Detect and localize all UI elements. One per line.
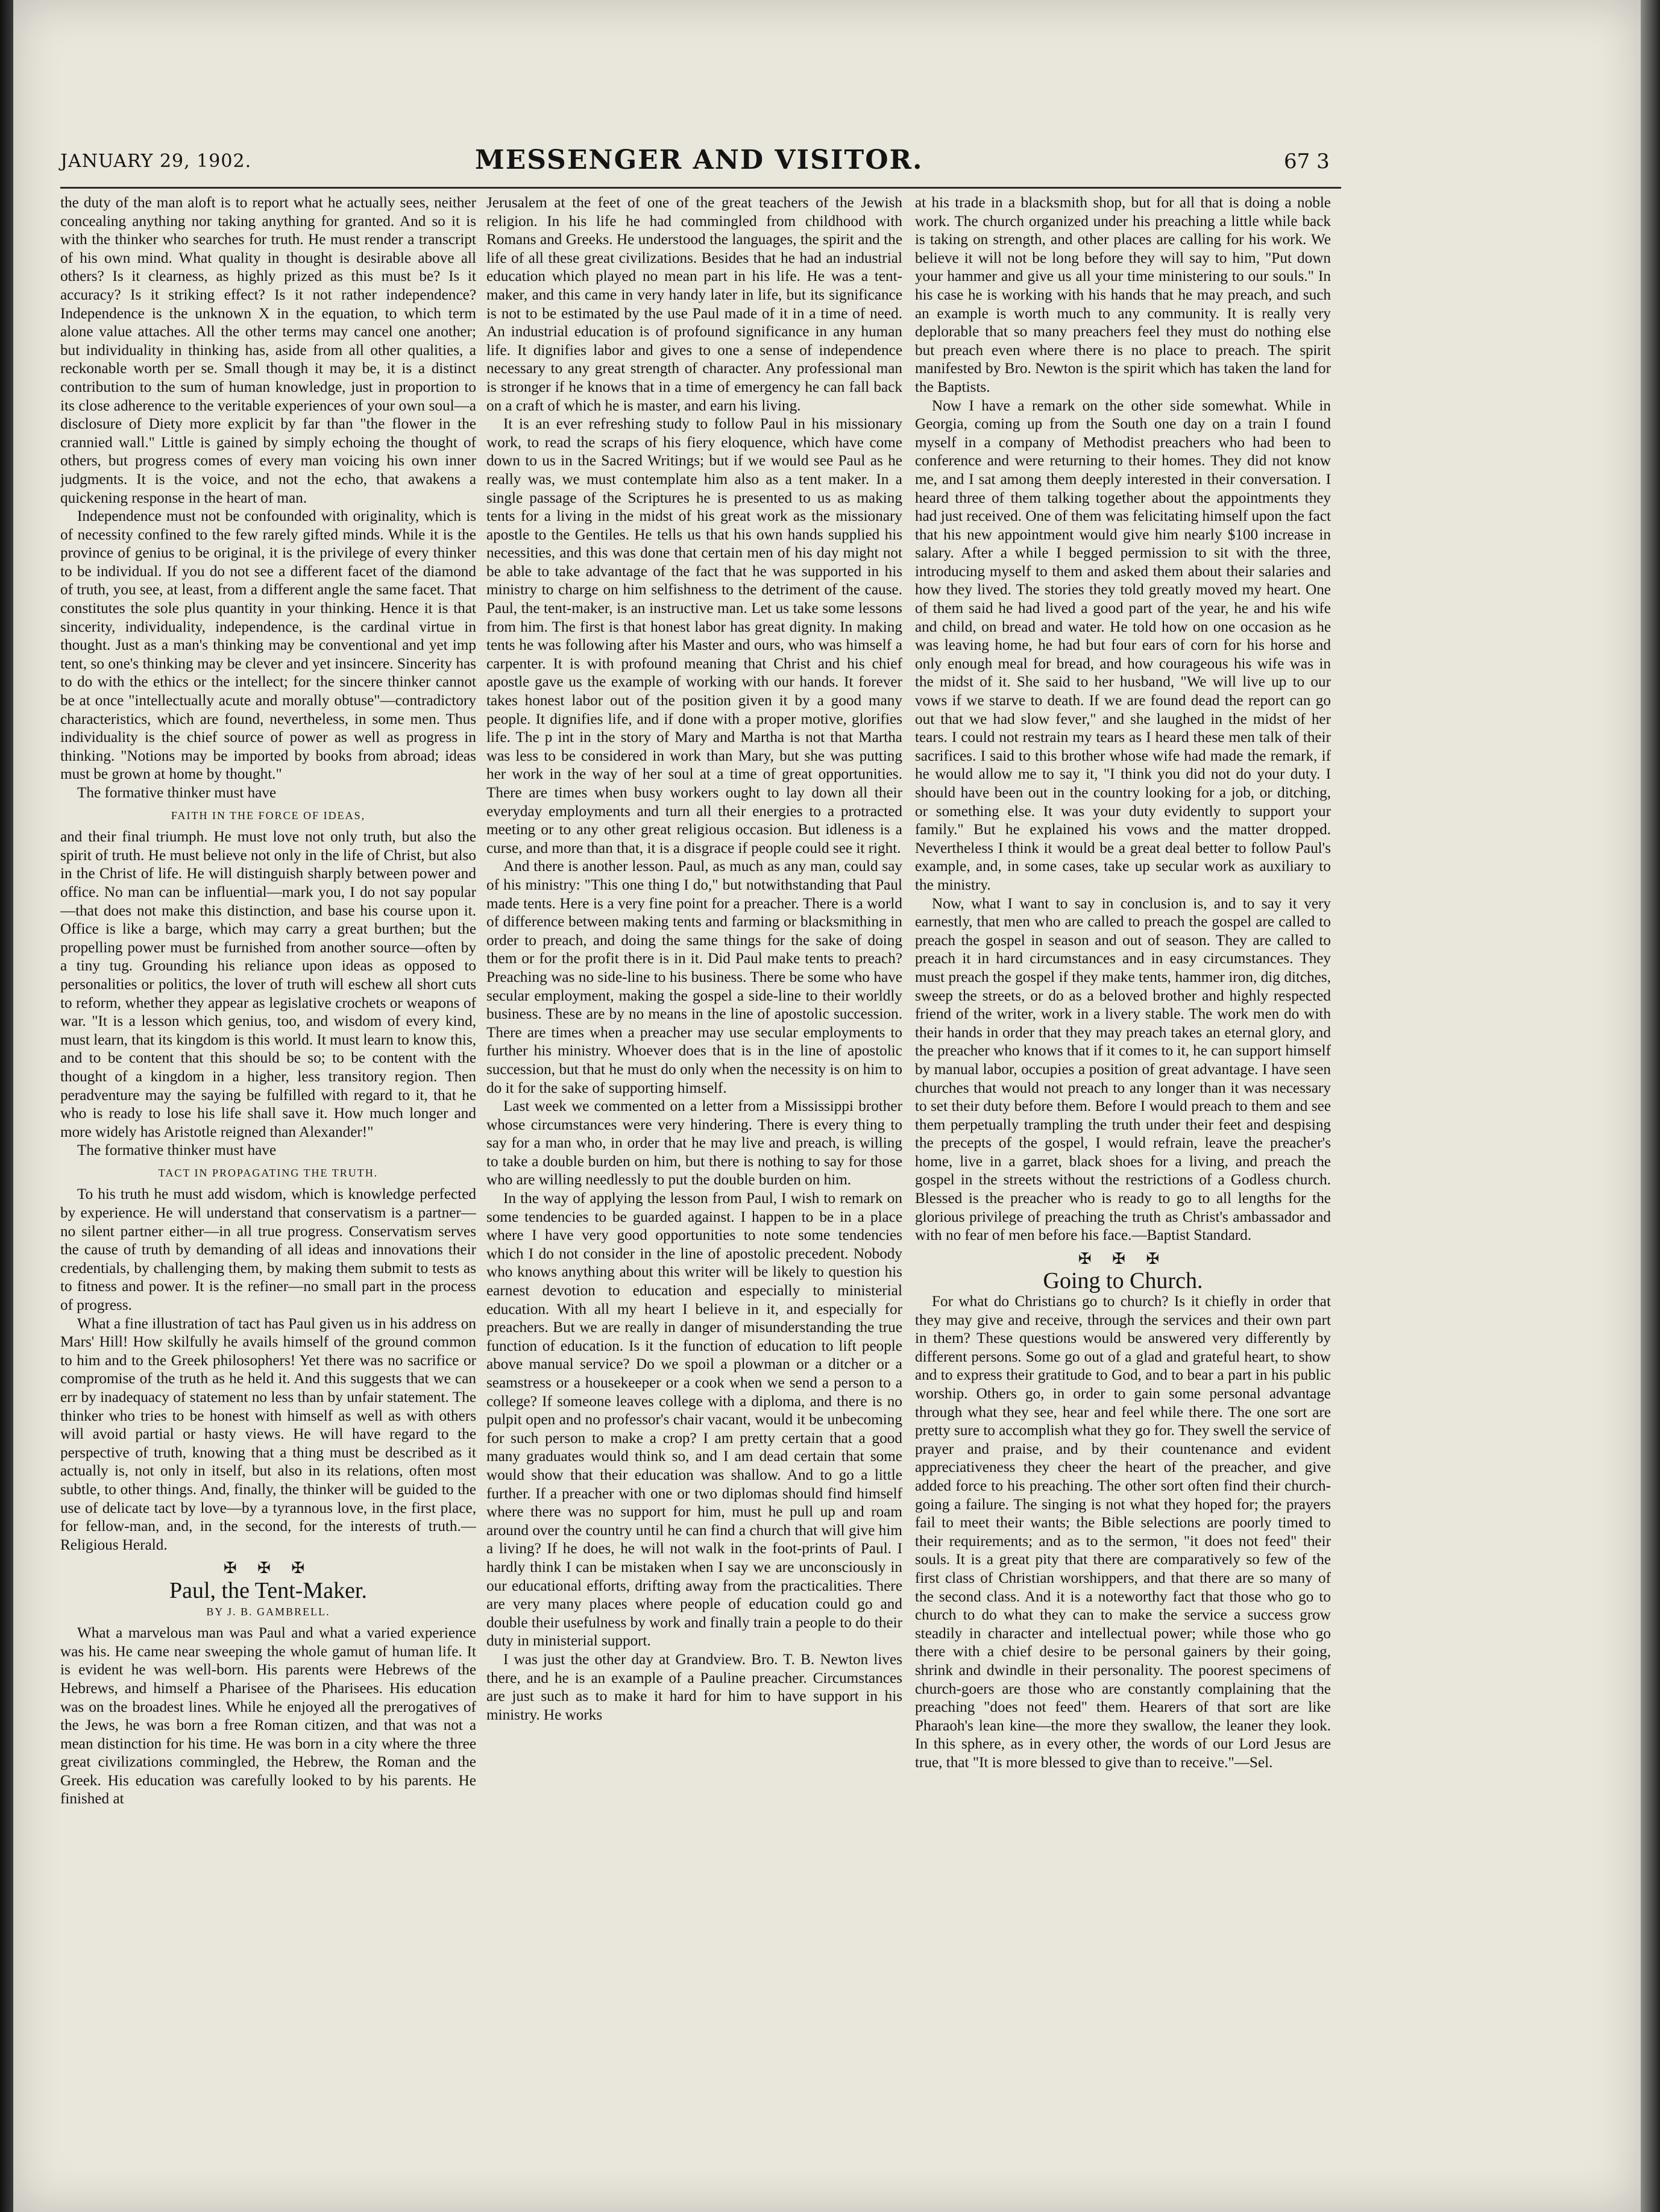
paragraph: The formative thinker must have [77, 785, 277, 801]
paragraph: For what do Christians go to church? Is it chiefly in order that they may give and receive, through the services and their own part in them? These questions would be answered very differently by different persons. Some go out of a glad and grateful heart, to show and to express their gratitude to God, and to bear a part in his public worship. Others go, in order to gain some personal advantage through what they see, hear and feel while there. The one sort are pretty sure to accomplish what they go for. They swell the service of prayer and praise, and by their countenance and evident appreciativeness they cheer the heart of the preacher, and give added force to his preaching. The other sort often find their church-going a failure. The singing is not what they hoped for; the prayers fail to meet their wants; the Bible selections are poorly timed to their requirements; and as to the sermon, "it does not feed" their souls. It is a great pity that there are comparatively so few of the first class of Christian worshippers, and that there are so many of the second class. And it is a noteworthy fact that those who go to church to do what they can to make the service a success grow steadily in character and intellectual power; while those who go there with a chief desire to be personal gainers by their going, shrink and dwindle in their personality. The poorest specimens of church-goers are those who are constantly complaining that the preaching "does not feed" them. Hearers of that sort are like Pharaoh's lean kine—the more they swallow, the leaner they look. In this sphere, as in every other, the words of our Lord Jesus are true, that "It is more blessed to give than to receive."—Sel. [915, 1293, 1331, 1771]
section-subhead: FAITH IN THE FORCE OF IDEAS, [171, 809, 366, 822]
ornament-divider: ✠ ✠ ✠ [223, 1559, 313, 1577]
column-1 [60, 194, 476, 1870]
paragraph: Independence must not be confounded with originality, which is of necessity confined to the few rarely gifted minds. While it is the province of genius to be original, it is the privilege of every thinker to be individual. If you do not see a different facet of the diamond of truth, you see, at least, from a different angle the same facet. That constitutes the sole plus quantity in your thinking. Hence it is that sincerity, individuality, independence, is the cardinal virtue in thought. Just as a man's thinking may be conventional and yet imp tent, so one's thinking may be clever and yet insincere. Sincerity has to do with the ethics or the intellect; for the sincere thinker cannot be at once "intellectually acute and morally obtuse"—contradictory characteristics, which are found, nevertheless, in some men. Thus individuality is the chief source of power as well as progress in thinking. "Notions may be imported by books from abroad; ideas must be grown at home by thought." [60, 508, 476, 783]
paragraph: and their final triumph. He must love not only truth, but also the spirit of truth. He must believe not only in the life of Christ, but also in the Christ of life. He will distinguish sharply between power and office. No man can be influential—mark you, I do not say popular—that does not make this distinction, and base his course upon it. Office is like a barge, which may carry a great burthen; but the propelling power must be furnished from another source—often by a tiny tug. Grounding his reliance upon ideas as opposed to personalities or politics, the lover of truth will eschew all short cuts to reform, whether they appear as legislative crochets or weapons of war. "It is a lesson which genius, too, and wisdom of every kind, must learn, that its kingdom is this world. It must learn to know this, and to be content that this should be so; to be content with the thought of a kingdom in a higher, less transitory region. Then peradventure may the saying be fulfilled with regard to it, that he who is ready to lose his life shall save it. How much longer and more widely has Aristotle reigned than Alexander!" [60, 829, 476, 1140]
paragraph: And there is another lesson. Paul, as much as any man, could say of his ministry: "This one thing I do," but notwithstanding that Paul made tents. Here is a very fine point for a preacher. There is a world of difference between making tents and farming or blacksmithing in order to preach, and doing the same things for the sake of doing them or for the profit there is in it. Did Paul make tents to preach? Preaching was no side-line to his business. There be some who have secular employment, making the gospel a side-line to their worldly business. These are by no means in the line of apostolic succession. There are times when a preacher may use secular employments to further his ministry. Whoever does that is in the line of apostolic succession, but that he must do only when the necessity is on him to do it for the sake of supporting himself. [486, 858, 902, 1096]
header-rule [60, 187, 1341, 189]
paragraph: To his truth he must add wisdom, which is knowledge perfected by experience. He will understand that conservatism is a partner—no silent partner either—in all true progress. Conservatism serves the cause of truth by demanding of all ideas and innovations their credentials, by challenging them, by making them submit to tests as to fitness and power. It is the refiner—no small part in the process of progress. [60, 1186, 476, 1314]
page-header [60, 145, 1341, 181]
paragraph: the duty of the man aloft is to report what he actually sees, neither concealing anything nor taking anything for granted. And so it is with the thinker who searches for truth. He must render a transcript of his own mind. What quality in thought is desirable above all others? Is it clearness, as highly prized as this must be? Is it accuracy? Is it striking effect? Is it not rather independence? Independence is the unknown X in the equation, to which term alone value attaches. All the other terms may cancel one another; but individuality in thinking has, aside from all other qualities, a reckonable worth per se. Small though it may be, it is a distinct contribution to the sum of human knowledge, just in proportion to its close adherence to the veritable experiences of your own soul—a disclosure of Diety more explicit by far than "the flower in the crannied wall." Little is gained by simply echoing the thought of others, but progress comes of every man voicing his own inner judgments. It is the voice, and not the echo, that awakens a quickening response in the heart of man. [60, 195, 476, 506]
paragraph: It is an ever refreshing study to follow Paul in his missionary work, to read the scraps of his fiery eloquence, which have come down to us in the Sacred Writings; but if we would see Paul as he really was, we must contemplate him also as a tent maker. In a single passage of the Scriptures he is presented to us as making tents for a living in the midst of his great work as the missionary apostle to the Gentiles. He tells us that his own hands supplied his necessities, and this was done that certain men of his day might not be able to take advantage of the fact that he was supported in his ministry to charge on him selfishness to the detriment of the cause. Paul, the tent-maker, is an instructive man. Let us take some lessons from him. The first is that honest labor has great dignity. In making tents he was following after his Master and ours, who was himself a carpenter. It is with profound meaning that Christ and his chief apostle gave us the example of working with our hands. It forever takes honest labor out of the position given it by a good many people. It dignifies life, and if done with a proper motive, glorifies life. The p int in the story of Mary and Martha is not that Martha was less to be considered in work than Mary, but she was putting her work in the way of her soul at a time of great opportunities. There are times when busy workers ought to lay down all their everyday employments and turn all their energies to a protracted meeting or to any other great religious occasion. But idleness is a curse, and more than that, it is a disgrace if people could see it right. [486, 416, 902, 856]
article-title: Going to Church. [1043, 1268, 1203, 1294]
section-subhead: TACT IN PROPAGATING THE TRUTH. [158, 1166, 379, 1179]
paragraph: Jerusalem at the feet of one of the great teachers of the Jewish religion. In his life he had commingled from childhood with Romans and Greeks. He understood the languages, the spirit and the life of all these great civilizations. Besides that he had an industrial education which played no mean part in his life. He was a tent-maker, and this came in very handy later in life, but its significance is not to be estimated by the use Paul made of it in a time of need. An industrial education is of profound significance in any human life. It dignifies labor and gives to one a sense of independence necessary to any great strength of character. Any professional man is stronger if he knows that in a time of emergency he can fall back on a craft of which he is master, and earn his living. [486, 195, 902, 414]
paragraph: Last week we commented on a letter from a Mississippi brother whose circumstances were very hindering. There is every thing to say for a man who, in order that he may live and preach, is willing to take a double burden on him, but there is nothing to say for those who are willing needlessly to put the double burden on him. [486, 1098, 902, 1189]
ornament-divider: ✠ ✠ ✠ [1078, 1249, 1168, 1268]
article-byline: BY J. B. GAMBRELL. [206, 1605, 330, 1618]
article-title: Paul, the Tent-Maker. [169, 1577, 367, 1603]
paragraph: In the way of applying the lesson from Paul, I wish to remark on some tendencies to be guarded against. I happen to be in a place where I have very good opportunities to note some tendencies which I do not consider in the line of apostolic precedent. Nobody who knows anything about this writer will be likely to question his earnest devotion to education and especially to ministerial education. With all my heart I believe in it, and especially for preachers. But we are really in danger of misunderstanding the true function of education. Is it the function of education to lift people above manual service? Do we spoil a plowman or a ditcher or a seamstress or a housekeeper or a cook when we send a person to a college? If someone leaves college with a diploma, and there is no pulpit open and no professor's chair vacant, would it be unbecoming for such person to make a crop? I am pretty certain that a good many graduates would think so, and I am dead certain that some would show that their education was shallow. And to go a little further. If a preacher with one or two diplomas should find himself where there was no support for him, must he pull up and roam around over the country until he can find a church that will give him a living? If he does, he will not walk in the foot-prints of Paul. I hardly think I can be mistaken when I say we are unconsciously in our educational efforts, drifting away from the practicalities. There are very many places where people of education could go and double their usefulness by work and finally train a people to do their duty in ministerial support. [486, 1190, 902, 1650]
paragraph: at his trade in a blacksmith shop, but for all that is doing a noble work. The church organized under his preaching a little while back is taking on strength, and other places are calling for his work. We believe it will not be long before they will say to him, "Put down your hammer and give us all your time ministering to our souls." In his case he is working with his hands that he may preach, and such an example is worth much to any community. It is really very deplorable that so many preachers feel they must do nothing else but preach even where there is no place to preach. The spirit manifested by Bro. Newton is the spirit which has taken the land for the Baptists. [915, 195, 1331, 395]
binding-shadow [0, 0, 13, 2212]
issue-date: JANUARY 29, 1902. [60, 151, 252, 172]
masthead-title: MESSENGER AND VISITOR. [475, 145, 923, 175]
column-3 [915, 194, 1331, 2174]
page-number: 67 3 [1284, 149, 1330, 174]
page-edge [1641, 0, 1660, 2212]
paragraph: Now I have a remark on the other side somewhat. While in Georgia, coming up from the South one day on a train I found myself in a company of Methodist preachers who had been to conference and were returning to their homes. They did not know me, and I sat among them deeply interested in their conversation. I heard three of them talking together about the appointments they had just received. One of them was felicitating himself upon the fact that his new appointment would give him nearly $100 increase in salary. After a while I begged permission to sit with the three, introducing myself to them and asked them about their salaries and how they lived. The stories they told greatly moved my heart. One of them said he had lived a good part of the year, he and his wife and child, on bread and water. He told how on one occasion as he was leaving home, he had but four ears of corn for his horse and only enough meal for bread, and how courageous his wife was in the midst of it. She said to her husband, "We will live up to our vows if we starve to death. If we are found dead the report can go out that we had slow fever," and she laughed in the midst of her tears. I could not restrain my tears as I heard these men talk of their sacrifices. I said to this brother whose wife had made the remark, if he would allow me to say it, "I think you did not do your duty. I should have been out in the country looking for a job, or ditching, or something else. It was your duty evidently to support your family." But he explained his vows and the matter dropped. Nevertheless I think it would be a great deal better to follow Paul's example, and, in some cases, take up secular work as auxiliary to the ministry. [915, 397, 1331, 893]
paragraph: What a fine illustration of tact has Paul given us in his address on Mars' Hill! How skilfully he avails himself of the ground common to him and to the Greek philosophers! Yet there was no sacrifice or compromise of the truth as he held it. And this suggests that we can err by inadequacy of statement no less than by unfair statement. The thinker who tries to be honest with himself as well as with others will avoid partial or hasty views. He will have regard to the perspective of truth, knowing that a thing must be described as it actually is, not only in itself, but also in its relations, often most subtle, to other things. And, finally, the thinker will be guided to the use of delicate tact by love—by a tyrannous love, in the first place, for fellow-man, and, in the second, for the interests of truth.—Religious Herald. [60, 1315, 476, 1553]
paragraph: The formative thinker must have [77, 1142, 277, 1159]
paragraph: Now, what I want to say in conclusion is, and to say it very earnestly, that men who are called to preach the gospel are called to preach the gospel in season and out of season. They are called to preach it in hard circumstances and in easy circumstances. They must preach the gospel if they make tents, hammer iron, dig ditches, sweep the streets, or do as a beloved brother and highly respected friend of the writer, work in a livery stable. The work men do with their hands in order that they may preach takes an eternal glory, and the preacher who knows that if it comes to it, he can support himself by manual labor, occupies a position of great advantage. I have seen churches that would not preach to any longer than it was necessary to set their duty before them. Before I would preach to them and see them perpetually trampling the truth under their feet and despising the precepts of the gospel, I would refrain, leave the preacher's home, live in a garret, black shoes for a living, and preach the gospel in the streets without the restrictions of a Godless church. Blessed is the preacher who is ready to go to all lengths for the glorious privilege of preaching the truth as Christ's ambassador and with no fear of men before his face.—Baptist Standard. [915, 895, 1331, 1244]
paragraph: What a marvelous man was Paul and what a varied experience was his. He came near sweeping the whole gamut of human life. It is evident he was well-born. His parents were Hebrews of the Hebrews, and himself a Pharisee of the Pharisees. His education was on the broadest lines. While he enjoyed all the prerogatives of the Jews, he was born a free Roman citizen, and that was not a mean distinction for his time. He was born in a city where the three great civilizations commingled, the Hebrew, the Roman and the Greek. His education was carefully looked to by his parents. He finished at [60, 1625, 476, 1808]
column-2 [486, 194, 902, 2174]
paragraph: I was just the other day at Grandview. Bro. T. B. Newton lives there, and he is an example of a Pauline preacher. Circumstances are just such as to make it hard for him to have support in his ministry. He works [486, 1651, 902, 1723]
